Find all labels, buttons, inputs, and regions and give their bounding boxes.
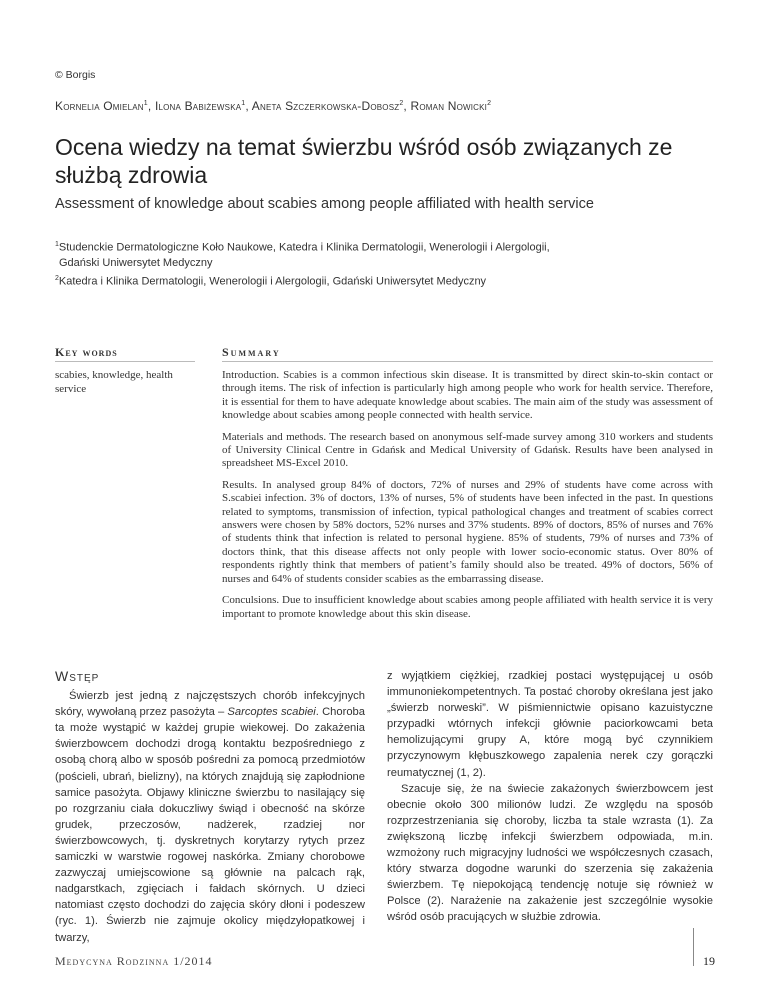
body-column-right <box>387 668 713 926</box>
keywords-text: scabies, knowledge, health service <box>55 369 173 395</box>
paragraph-text: Świerzb jest jedną z najczęstszych chorób infekcyjnych skóry, wywołaną przez pasożyta – <box>55 690 365 719</box>
affiliation-mark: 1 <box>55 241 59 248</box>
author-separator: , <box>147 99 155 113</box>
paper-title-english: Assessment of knowledge about scabies among people affiliated with health service <box>55 196 594 212</box>
body-column-left <box>55 668 365 946</box>
affiliation-item <box>55 237 715 256</box>
affiliation-item-continued: Gdański Uniwersytet Medyczny <box>59 256 213 269</box>
summary-abstract <box>222 369 713 629</box>
footer-divider <box>693 928 694 966</box>
keywords-heading: Key words <box>55 345 118 359</box>
copyright-notice: © Borgis <box>55 69 96 81</box>
affiliation-text: Studenckie Dermatologiczne Koło Naukowe, Katedra i Klinika Dermatologii, Wenerologii i Alergologii, <box>58 241 550 254</box>
author-affiliation-mark: 1 <box>241 100 246 107</box>
section-heading: Wstęp <box>55 668 100 684</box>
summary-heading: Summary <box>222 345 281 359</box>
author-name: Ilona Babiżewska <box>154 99 242 113</box>
author-name: Kornelia Omielan <box>55 99 144 113</box>
summary-divider <box>222 361 713 362</box>
summary-conclusions: Conculsions. Due to insufficient knowledge about scabies among people affiliated with health service it is very important to promote knowledge about this skin disease. <box>222 594 713 620</box>
author-name: Aneta Szczerkowska-Dobosz <box>251 99 400 113</box>
body-paragraph: Szacuje się, że na świecie zakażonych świerzbowcem jest obecnie około 300 milionów ludzi. Ze względu na sposób rozprzestrzeniania się choroby, liczba ta stale wzrasta (1). Za zwiększoną liczbę infekcji świerzbem odpowiada, m.in. wzmożony ruch migracyjny ludności we współczesnych czasach, który stwarza dogodne warunki do szerzenia się zakażenia świerzbem. Tę niepokojącą tendencję notuje się również w Polsce (2). Narażenie na zakażenie jest szczególnie wysokie wśród osób pracujących w służbie zdrowia. <box>387 782 713 924</box>
summary-introduction: Introduction. Scabies is a common infectious skin disease. It is transmitted by direct skin-to-skin contact or through items. The risk of infection is particularly high among people who work for health service. Therefore, it is essential for them to have adequate knowledge about scabies. The main aim of the study was assessment of knowledge about scabies among people connected with health service. <box>222 369 714 422</box>
summary-methods: Materials and methods. The research based on anonymous self-made survey among 310 workers and students of University Clinical Centre in Gdańsk and Medical University of Gdańsk. Results have been analysed in spreadsheet MS-Excel 2010. <box>222 430 713 470</box>
summary-results: Results. In analysed group 84% of doctors, 72% of nurses and 29% of students have come across with S.scabiei infection. 3% of doctors, 13% of nurses, 5% of students have been infected in the past. In questions related to symptoms, transmission of infection, typical pathological changes and treatment of scabies correct answers were chosen by 58% doctors, 52% nurses and 37% students. 89% of doctors, 85% of nurses and 76% of students think that infection is related to personal hygiene. 85% of students, 79% of nurses and 73% of doctors think, that this disease affects not only people with lower socio-economic status. Over 80% of respondents rightly think that members of patient’s family should also be treated. 49% of doctors, 56% of nurses and 64% of students consider scabies as the embarrassing disease. <box>222 478 713 585</box>
page-number: 19 <box>703 954 715 968</box>
affiliation-text: Katedra i Klinika Dermatologii, Wenerologii i Alergologii, Gdański Uniwersytet Medyczny <box>58 275 487 288</box>
author-separator: , <box>245 99 252 113</box>
species-name: Sarcoptes scabiei <box>227 706 316 719</box>
author-affiliation-mark: 1 <box>143 100 148 107</box>
author-list <box>55 99 491 113</box>
author-affiliation-mark: 2 <box>399 100 404 107</box>
journal-footer: Medycyna Rodzinna 1/2014 <box>55 954 213 968</box>
author-separator: , <box>403 99 411 113</box>
affiliations <box>55 237 715 289</box>
affiliation-mark: 2 <box>55 274 59 282</box>
paragraph-text: . Choroba ta może wystąpić w każdej grupie wiekowej. Do zakażenia świerzbowcem dochodzi drogą kontaktu bezpośredniego z osobą chorą albo w sposób pośredni za pomocą przedmiotów (pościeli, ubrań, bielizny), na których znajdują się zapłodnione samice pasożyta. Objawy kliniczne świerzbu to nasilający się po rozgrzaniu ciała dokuczliwy świąd i obecność na skórze grudek, przeczosów, nadżerek, rzadziej nor świerzbowcowych, tj. dyskretnych korytarzy rytych przez samiczki w warstwie rogowej naskórka. Zmiany chorobowe zazwyczaj umiejscowione są głównie na palcach rąk, nadgarstkach, zgięciach i fałdach skórnych. U dzieci natomiast często dochodzi do zajęcia skóry dłoni i podeszew (ryc. 1). Świerzb nie zajmuje okolicy międzyłopatkowej i twarzy, <box>55 706 366 944</box>
body-paragraph <box>55 688 365 946</box>
body-paragraph: z wyjątkiem ciężkiej, rzadkiej postaci występującej u osób immunoniekompetentnych. Ta postać choroby określana jest jako „świerzb norweski”. W piśmiennictwie opisano kazuistyczne przypadki wtórnych infekcji głównie paciorkowcami beta hemolizującymi grupy A, które mogą być czynnikiem przyczynowym kłębuszkowego zapalenia nerek czy gorączki reumatycznej (1, 2). <box>387 670 713 779</box>
keywords-divider <box>55 361 195 362</box>
affiliation-item <box>55 271 715 290</box>
author-affiliation-mark: 2 <box>487 100 492 107</box>
paper-title: Ocena wiedzy na temat świerzbu wśród osób związanych ze służbą zdrowia <box>55 134 673 188</box>
author-name: Roman Nowicki <box>410 99 488 113</box>
